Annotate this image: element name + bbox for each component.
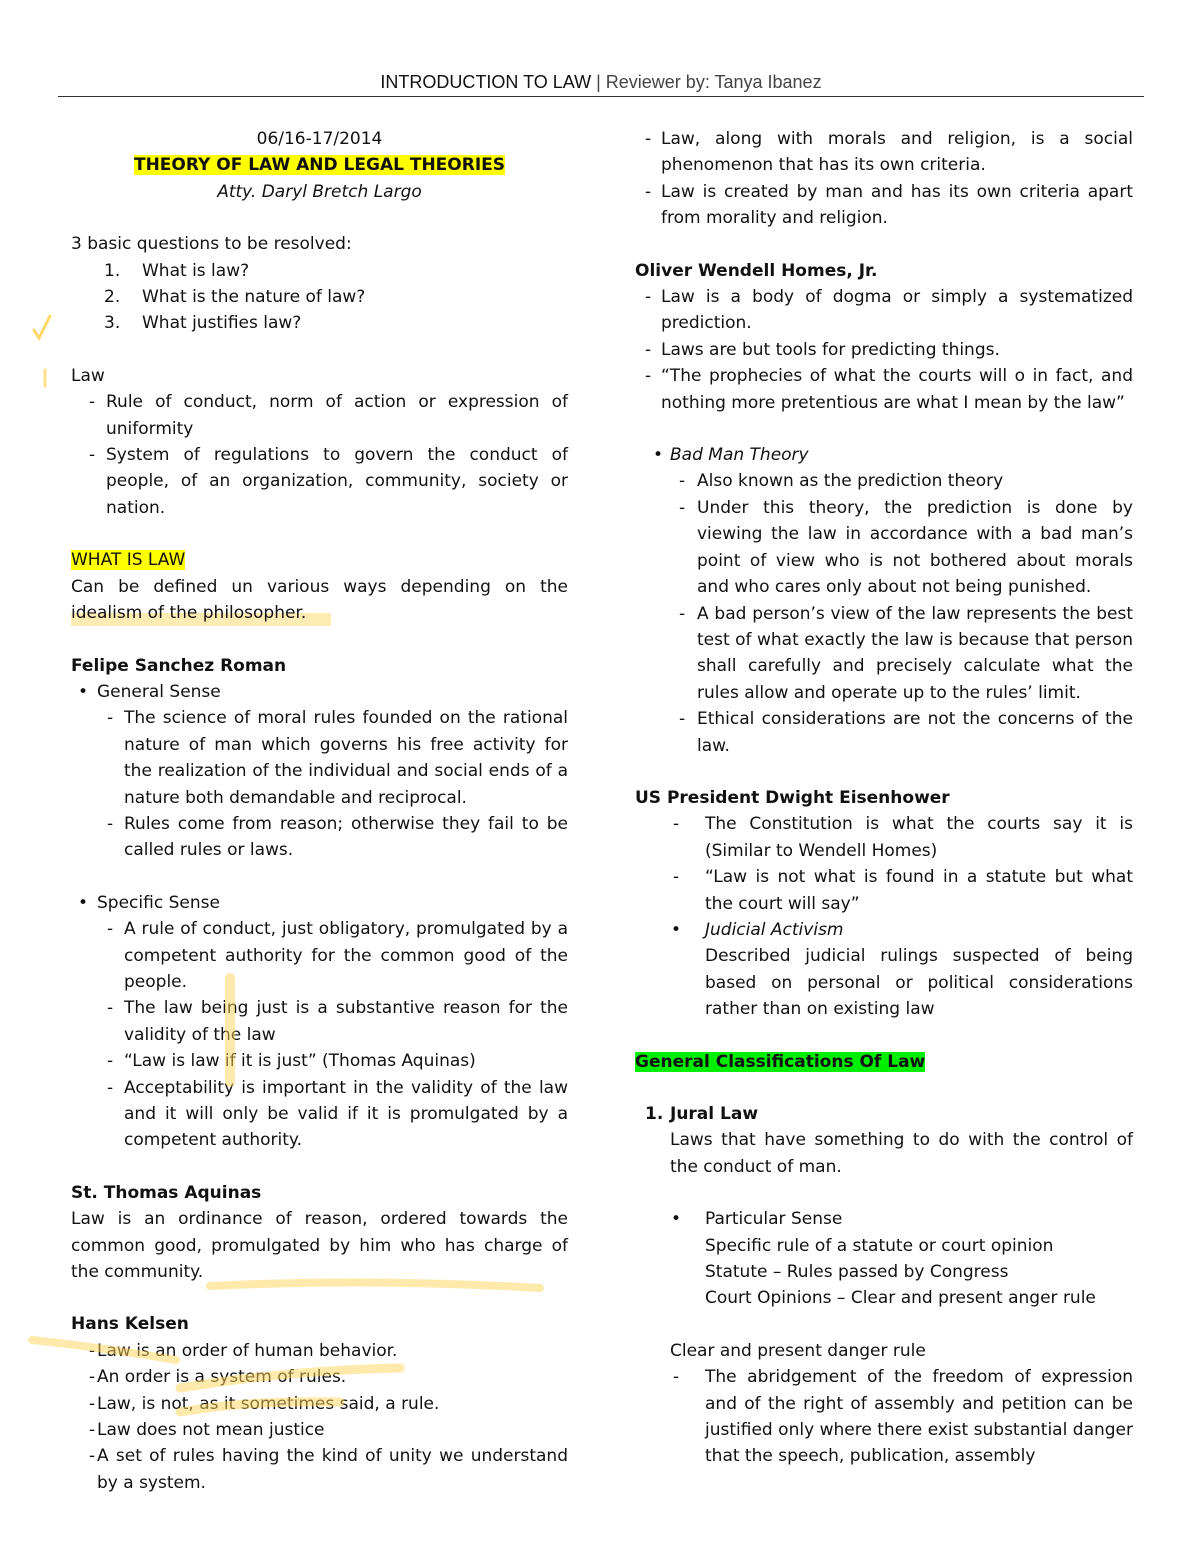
- header-rule: [58, 96, 1144, 97]
- question-number: 2.: [104, 287, 121, 308]
- questions-intro: 3 basic questions to be resolved:: [71, 234, 352, 255]
- question-text: What justifies law?: [142, 313, 302, 334]
- highlighter-annotation: [160, 1360, 420, 1420]
- aquinas-text: Law is an ordinance of reason, ordered towards the common good, promulgated by him who has charge of the community.: [71, 1209, 568, 1283]
- highlighter-annotation: [200, 970, 260, 1090]
- clear-danger-text: - The abridgement of the freedom of expression and of the right of assembly and petition can be justified only where there exist substantial danger that the speech, publication, assembly: [635, 1364, 1133, 1470]
- holmes-item: - “The prophecies of what the courts will o in fact, and nothing more pretentious are what I mean by the law”: [635, 363, 1133, 416]
- highlighter-annotation-margin: [40, 368, 50, 388]
- specific-sense-item: - “Law is law if it is just” (Thomas Aquinas): [71, 1048, 568, 1074]
- kelsen-item: - Law is an order of human behavior.: [71, 1338, 568, 1364]
- right-column: [635, 126, 1133, 1470]
- lecture-date: 06/16-17/2014: [256, 129, 383, 149]
- judicial-activism: • Judicial Activism: [635, 917, 1133, 943]
- what-is-law-heading: [71, 547, 568, 573]
- holmes-item: - Laws are but tools for predicting things.: [635, 337, 1133, 363]
- page-header: [58, 72, 1144, 93]
- kelsen-heading: Hans Kelsen: [71, 1314, 189, 1335]
- judicial-activism-text: Described judicial rulings suspected of being based on personal or political considerations rather than on existing law: [705, 946, 1133, 1020]
- lecture-topic: [71, 152, 568, 178]
- eisenhower-item: - “Law is not what is found in a statute but what the court will say”: [635, 864, 1133, 917]
- particular-line: Court Opinions – Clear and present anger rule: [705, 1288, 1096, 1309]
- specific-sense-item: - A rule of conduct, just obligatory, promulgated by a competent authority for the common good of the people.: [71, 916, 568, 995]
- law-heading: Law: [71, 365, 105, 386]
- question-item: [71, 258, 568, 284]
- eisenhower-item: - The Constitution is what the courts say it is (Similar to Wendell Homes): [635, 811, 1133, 864]
- aquinas-heading: St. Thomas Aquinas: [71, 1182, 262, 1203]
- header-separator: |: [591, 72, 606, 92]
- jural-law-text: Laws that have something to do with the control of the conduct of man.: [670, 1130, 1133, 1177]
- kelsen-item: - A set of rules having the kind of unity we understand by a system.: [71, 1443, 568, 1496]
- checkmark-annotation: [30, 312, 54, 342]
- kelsen-item: - Law does not mean justice: [71, 1417, 568, 1443]
- question-item: [71, 310, 568, 336]
- question-number: 3.: [104, 313, 121, 334]
- topic-text: THEORY OF LAW AND LEGAL THEORIES: [133, 155, 506, 176]
- holmes-item: - Law is a body of dogma or simply a systematized prediction.: [635, 284, 1133, 337]
- jural-law-item: [635, 1101, 1133, 1127]
- bad-man-item: - A bad person’s view of the law represents the best test of what exactly the law is because that person shall carefully and precisely calculate what the rules allow and operate up to the rules’ limit.: [635, 601, 1133, 707]
- specific-sense-item: - The law being just is a substantive reason for the validity of the law: [71, 995, 568, 1048]
- kelsen-item: - Law, is not, as it sometimes said, a rule.: [71, 1391, 568, 1417]
- clear-danger-heading: Clear and present danger rule: [670, 1340, 926, 1361]
- particular-line: Specific rule of a statute or court opinion: [705, 1235, 1054, 1256]
- general-sense: • General Sense: [71, 679, 568, 705]
- header-reviewer: Reviewer by: Tanya Ibanez: [605, 72, 822, 92]
- highlighter-annotation: [200, 1268, 550, 1298]
- question-text: What is law?: [142, 260, 250, 281]
- bad-man-item: - Ethical considerations are not the concerns of the law.: [635, 706, 1133, 759]
- holmes-heading: Oliver Wendell Homes, Jr.: [635, 260, 878, 281]
- classifications-heading: [635, 1049, 1133, 1075]
- law-item: - System of regulations to govern the conduct of people, of an organization, community, society or nation.: [71, 442, 568, 521]
- general-sense-item: - The science of moral rules founded on the rational nature of man which governs his free activity for the realization of the individual and social ends of a nature both demandable and reciprocal.: [71, 705, 568, 811]
- lecturer-name: Atty. Daryl Bretch Largo: [217, 181, 422, 202]
- question-number: 1.: [104, 260, 121, 281]
- question-text: What is the nature of law?: [142, 287, 366, 308]
- bad-man-item: - Also known as the prediction theory: [635, 468, 1133, 494]
- particular-sense: • Particular Sense: [635, 1206, 1133, 1232]
- header-title: INTRODUCTION TO LAW: [380, 72, 592, 92]
- felipe-heading: Felipe Sanchez Roman: [71, 655, 287, 676]
- general-sense-item: - Rules come from reason; otherwise they fail to be called rules or laws.: [71, 811, 568, 864]
- top-item: - Law, along with morals and religion, is a social phenomenon that has its own criteria.: [635, 126, 1133, 179]
- bad-man-item: - Under this theory, the prediction is done by viewing the law in accordance with a bad man’s point of view who is not bothered about morals and who cares only about not being punished.: [635, 495, 1133, 601]
- bad-man-theory: • Bad Man Theory: [635, 442, 1133, 468]
- what-is-law-text: Can be defined un various ways depending on the idealism of the philosopher.: [71, 574, 568, 627]
- classifications-heading-text: General Classifications Of Law: [635, 1051, 926, 1072]
- kelsen-item: - An order is a system of rules.: [71, 1364, 568, 1390]
- specific-sense: • Specific Sense: [71, 890, 568, 916]
- specific-sense-item: - Acceptability is important in the validity of the law and it will only be valid if it is promulgated by a competent authority.: [71, 1075, 568, 1154]
- what-is-law-text-hl: WHAT IS LAW: [71, 550, 186, 571]
- jural-number: 1.: [645, 1104, 664, 1124]
- jural-law-heading: Jural Law: [670, 1104, 759, 1124]
- particular-line: Statute – Rules passed by Congress: [705, 1262, 1009, 1283]
- top-item: - Law is created by man and has its own criteria apart from morality and religion.: [635, 179, 1133, 232]
- question-item: [71, 284, 568, 310]
- eisenhower-heading: US President Dwight Eisenhower: [635, 787, 950, 808]
- law-item: - Rule of conduct, norm of action or expression of uniformity: [71, 389, 568, 442]
